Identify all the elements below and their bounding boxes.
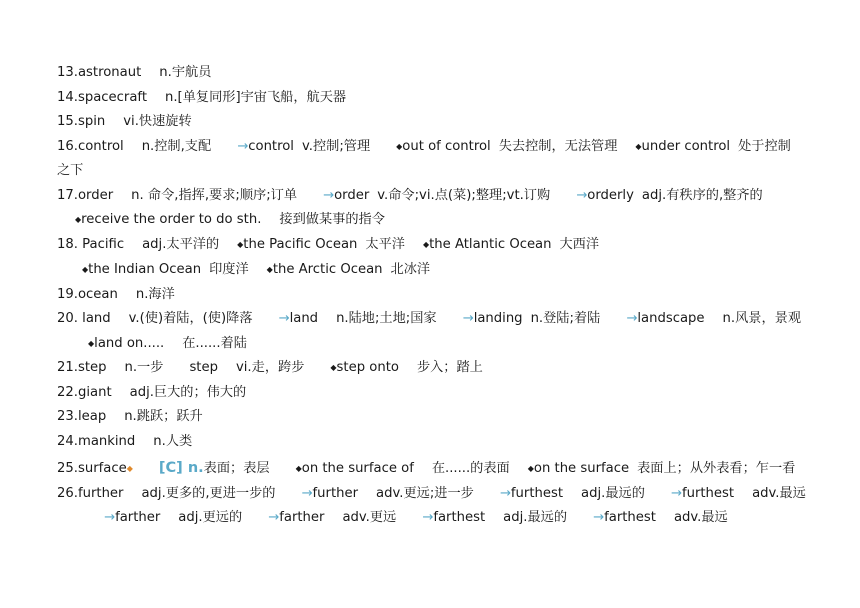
arrow-icon: → xyxy=(626,311,638,326)
derivative-definition: adv.最远 xyxy=(752,486,806,501)
derivative-definition: n.登陆;着陆 xyxy=(530,311,601,326)
definition: n.控制,支配 xyxy=(141,139,212,154)
entry-14 xyxy=(57,89,346,107)
entry-21 xyxy=(57,359,483,377)
phrase-meaning: 印度洋 xyxy=(209,262,249,277)
definition: n.宇航员 xyxy=(159,65,212,80)
phrase-meaning: 失去控制，无法管理 xyxy=(498,139,618,154)
bullet-icon: ◆ xyxy=(126,464,133,473)
definition: adj.太平洋的 xyxy=(142,237,220,252)
entry-17 xyxy=(57,187,763,205)
derivative-definition: adv.更远 xyxy=(342,510,397,525)
headword: 13.astronaut xyxy=(57,65,142,80)
entry-23 xyxy=(57,408,203,426)
derivative-definition: n.风景，景观 xyxy=(722,311,802,326)
headword: 20. land xyxy=(57,311,111,326)
bullet-icon: ◆ xyxy=(330,363,337,372)
bullet-icon: ◆ xyxy=(422,240,430,249)
arrow-icon: → xyxy=(278,311,290,326)
countable-noun-tag: [C] n. xyxy=(158,460,204,476)
headword: 18. Pacific xyxy=(57,237,125,252)
entry-17-phrases xyxy=(75,211,385,229)
headword: 16.control xyxy=(57,139,124,154)
arrow-icon: → xyxy=(576,188,588,203)
entry-22 xyxy=(57,384,246,402)
phrase: the Atlantic Ocean xyxy=(429,237,552,252)
headword: 26.further xyxy=(57,486,124,501)
entry-13 xyxy=(57,64,211,82)
bullet-icon: ◆ xyxy=(82,265,89,274)
entry-24 xyxy=(57,433,192,451)
derivative: order xyxy=(334,188,370,203)
derivative: further xyxy=(312,486,359,501)
phrase-meaning: 处于控制 xyxy=(738,139,791,154)
arrow-icon: → xyxy=(104,510,116,525)
phrase: step onto xyxy=(336,360,399,375)
arrow-icon: → xyxy=(593,510,605,525)
phrase: on the surface xyxy=(533,461,630,476)
phrase: land on..... xyxy=(94,336,165,351)
arrow-icon: → xyxy=(462,311,474,326)
derivative-definition: adj.有秩序的,整齐的 xyxy=(641,188,763,203)
arrow-icon: → xyxy=(422,510,434,525)
phrase-meaning: 北冰洋 xyxy=(390,262,431,277)
derivative: land xyxy=(289,311,319,326)
bullet-icon: ◆ xyxy=(396,142,403,151)
entry-26-derivatives xyxy=(104,509,728,527)
derivative-definition: adv.更远;进一步 xyxy=(376,486,474,501)
phrase-meaning: 表面上；从外表看；乍一看 xyxy=(637,461,796,476)
definition: n.海洋 xyxy=(135,287,175,302)
derivative: furthest xyxy=(681,486,735,501)
arrow-icon: → xyxy=(323,188,335,203)
entry-20 xyxy=(57,310,801,328)
bullet-icon: ◆ xyxy=(88,339,95,348)
definition: adj.巨大的；伟大的 xyxy=(129,385,247,400)
derivative: orderly xyxy=(587,188,634,203)
bullet-icon: ◆ xyxy=(266,265,273,274)
entry-18-phrases xyxy=(82,261,430,279)
phrase: under control xyxy=(641,139,731,154)
definition-2: vi.走，跨步 xyxy=(235,360,305,375)
phrase: receive the order to do sth. xyxy=(81,212,262,227)
entry-19 xyxy=(57,286,175,304)
derivative-definition: adj.最远的 xyxy=(581,486,645,501)
bullet-icon: ◆ xyxy=(635,142,642,151)
phrase: the Indian Ocean xyxy=(88,262,202,277)
arrow-icon: → xyxy=(301,486,313,501)
bullet-icon: ◆ xyxy=(527,464,534,473)
headword: 25.surface xyxy=(57,461,127,476)
headword: 14.spacecraft xyxy=(57,90,147,105)
phrase-meaning: 接到做某事的指令 xyxy=(279,212,385,227)
derivative: farther xyxy=(279,510,325,525)
phrase: the Arctic Ocean xyxy=(272,262,383,277)
derivative: farthest xyxy=(604,510,656,525)
entry-18 xyxy=(57,236,599,254)
phrase: out of control xyxy=(402,139,491,154)
derivative-definition: adj.更远的 xyxy=(178,510,243,525)
headword: 22.giant xyxy=(57,385,112,400)
derivative-definition: adj.最远的 xyxy=(503,510,568,525)
phrase-meaning: 大西洋 xyxy=(559,237,600,252)
phrase: on the surface of xyxy=(301,461,414,476)
headword: 24.mankind xyxy=(57,434,136,449)
headword: 19.ocean xyxy=(57,287,118,302)
derivative-definition: n.陆地;土地;国家 xyxy=(336,311,437,326)
arrow-icon: → xyxy=(499,486,511,501)
arrow-icon: → xyxy=(268,510,280,525)
bullet-icon: ◆ xyxy=(295,464,302,473)
entry-16-continuation xyxy=(57,162,83,180)
phrase: the Pacific Ocean xyxy=(243,237,358,252)
definition: n.跳跃；跃升 xyxy=(124,409,203,424)
entry-25 xyxy=(57,459,795,477)
phrase-meaning: 在......的表面 xyxy=(431,461,510,476)
headword: 15.spin xyxy=(57,114,106,129)
definition: n.一步 xyxy=(124,360,164,375)
arrow-icon: → xyxy=(237,139,249,154)
definition: v.(使)着陆，(使)降落 xyxy=(128,311,253,326)
definition: n.人类 xyxy=(153,434,193,449)
derivative: farther xyxy=(115,510,161,525)
headword: 17.order xyxy=(57,188,114,203)
headword: 21.step xyxy=(57,360,107,375)
derivative: farthest xyxy=(433,510,486,525)
derivative: landing xyxy=(473,311,523,326)
entry-26 xyxy=(57,485,806,503)
phrase-meaning: 太平洋 xyxy=(365,237,405,252)
entry-16 xyxy=(57,138,791,156)
arrow-icon: → xyxy=(670,486,682,501)
phrase-meaning: 步入；踏上 xyxy=(416,360,483,375)
continuation: 之下 xyxy=(57,163,84,178)
headword: 23.leap xyxy=(57,409,107,424)
entry-15 xyxy=(57,113,192,131)
bullet-icon: ◆ xyxy=(75,215,82,224)
bullet-icon: ◆ xyxy=(237,240,244,249)
definition: n. 命令,指挥,要求;顺序;订单 xyxy=(131,188,298,203)
derivative-definition: adv.最远 xyxy=(673,510,728,525)
definition: vi.快速旋转 xyxy=(123,114,192,129)
definition: adj.更多的,更进一步的 xyxy=(141,486,276,501)
derivative: landscape xyxy=(637,311,705,326)
phrase-meaning: 在......着陆 xyxy=(182,336,247,351)
definition: 表面；表层 xyxy=(203,461,270,476)
entry-20-phrases xyxy=(88,335,247,353)
headword-2: step xyxy=(189,360,218,375)
definition: n.[单复同形]宇宙飞船，航天器 xyxy=(165,90,347,105)
derivative-definition: v.命令;vi.点(菜);整理;vt.订购 xyxy=(377,188,551,203)
derivative: control xyxy=(248,139,294,154)
derivative-definition: v.控制;管理 xyxy=(301,139,371,154)
derivative: furthest xyxy=(510,486,564,501)
